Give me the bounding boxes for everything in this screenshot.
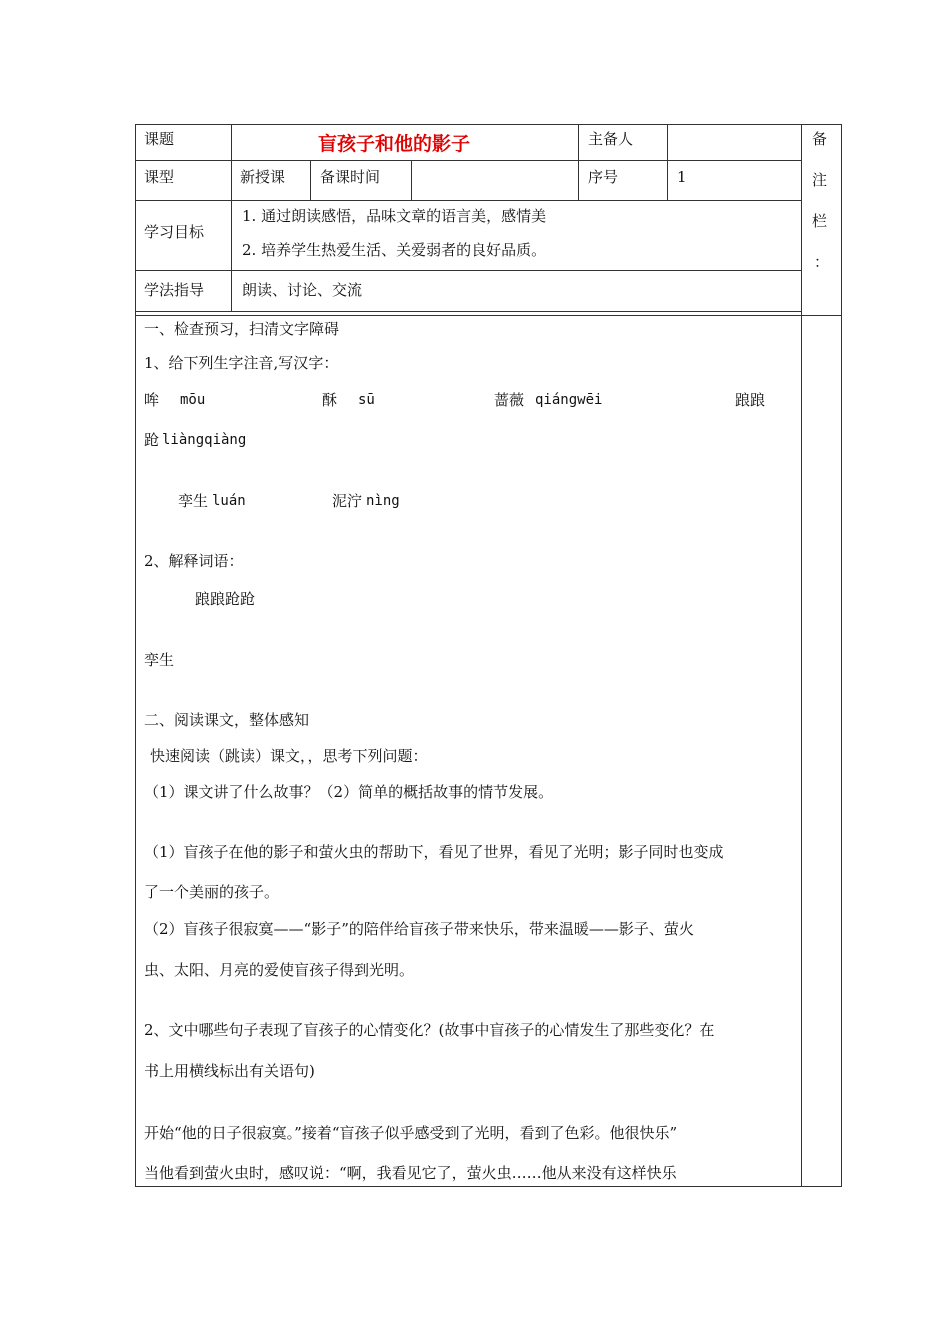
- answer-1-line-1: （1）盲孩子在他的影子和萤火虫的帮助下，看见了世界，看见了光明；影子同时也变成: [144, 843, 724, 861]
- row-divider-3: [135, 270, 801, 271]
- notes-char-1: 备: [812, 130, 828, 148]
- row-divider-2: [135, 200, 801, 201]
- row-divider-1: [135, 160, 801, 161]
- body-divider: [135, 315, 842, 316]
- notes-char-2: 注: [812, 171, 828, 189]
- objective-2: 2. 培养学生热爱生活、关爱弱者的良好品质。: [242, 241, 547, 259]
- notes-char-4: ：: [814, 253, 830, 271]
- vocab-pinyin-5: liàngqiàng: [162, 432, 247, 448]
- instruction: 快速阅读（跳读）课文，，思考下列问题：: [150, 747, 428, 765]
- question-3-line-2: 书上用横线标出有关语句): [144, 1062, 315, 1080]
- method-label: 学法指导: [144, 281, 205, 299]
- method-value: 朗读、讨论、交流: [242, 281, 363, 299]
- lesson-type-label: 课型: [144, 168, 175, 186]
- notes-char-3: 栏: [812, 212, 828, 230]
- vocab-pinyin-2: sū: [358, 392, 375, 408]
- vocab-char-5: 跄: [144, 431, 160, 449]
- vocab-char-2: 酥: [322, 391, 338, 409]
- vocab-char-1: 哞: [144, 391, 160, 409]
- answer-3-line-2: 当他看到萤火虫时，感叹说：“啊，我看见它了，萤火虫……他从来没有这样快乐: [144, 1164, 677, 1182]
- col-divider-time: [411, 160, 412, 200]
- col-divider-preparer: [578, 124, 579, 200]
- col-divider-label: [231, 124, 232, 311]
- lesson-type-value: 新授课: [240, 168, 286, 186]
- notes-column-divider: [801, 124, 802, 1187]
- vocab-pinyin-3: qiángwēi: [535, 392, 603, 408]
- answer-2-line-2: 虫、太阳、月亮的爱使盲孩子得到光明。: [144, 961, 415, 979]
- vocab-char-3: 蔷薇: [494, 391, 525, 409]
- table-border-bottom: [135, 1186, 842, 1187]
- sequence-label: 序号: [588, 168, 619, 186]
- vocab-char-4: 踉踉: [735, 391, 766, 409]
- table-border-top: [135, 124, 842, 125]
- reading-questions: （1）课文讲了什么故事？（2）简单的概括故事的情节发展。: [144, 783, 554, 801]
- vocab-char-6: 孪生: [178, 492, 209, 510]
- objectives-label: 学习目标: [144, 223, 205, 241]
- preparer-label: 主备人: [588, 130, 634, 148]
- question-2: 2、解释词语：: [144, 552, 244, 570]
- col-divider-type: [310, 160, 311, 200]
- answer-2-line-1: （2）盲孩子很寂寞——“影子”的陪伴给盲孩子带来快乐，带来温暖——影子、萤火: [144, 920, 694, 938]
- question-1: 1、给下列生字注音,写汉字：: [144, 354, 339, 372]
- answer-1-line-2: 了一个美丽的孩子。: [144, 883, 280, 901]
- row-divider-4: [135, 311, 801, 312]
- term-1: 踉踉跄跄: [195, 590, 256, 608]
- vocab-pinyin-1: mōu: [180, 392, 206, 408]
- table-border-left: [135, 124, 136, 1187]
- col-divider-preparer-value: [667, 124, 668, 200]
- question-3-line-1: 2、文中哪些句子表现了盲孩子的心情变化？(故事中盲孩子的心情发生了那些变化？在: [144, 1021, 715, 1039]
- vocab-pinyin-7: nìng: [366, 493, 400, 509]
- objective-1: 1. 通过朗读感悟，品味文章的语言美，感情美: [242, 207, 547, 225]
- answer-3-line-1: 开始“他的日子很寂寞。”接着“盲孩子似乎感受到了光明，看到了色彩。他很快乐”: [144, 1124, 678, 1142]
- prep-time-label: 备课时间: [320, 168, 381, 186]
- table-border-right: [841, 124, 842, 1187]
- vocab-pinyin-6: luán: [212, 493, 246, 509]
- term-2: 孪生: [144, 651, 175, 669]
- section2-heading: 二、阅读课文，整体感知: [144, 711, 310, 729]
- page-title: 盲孩子和他的影子: [318, 133, 471, 155]
- vocab-char-7: 泥泞: [332, 492, 363, 510]
- sequence-value: 1: [677, 168, 687, 186]
- section1-heading: 一、检查预习，扫清文字障碍: [144, 320, 340, 338]
- topic-label: 课题: [144, 130, 175, 148]
